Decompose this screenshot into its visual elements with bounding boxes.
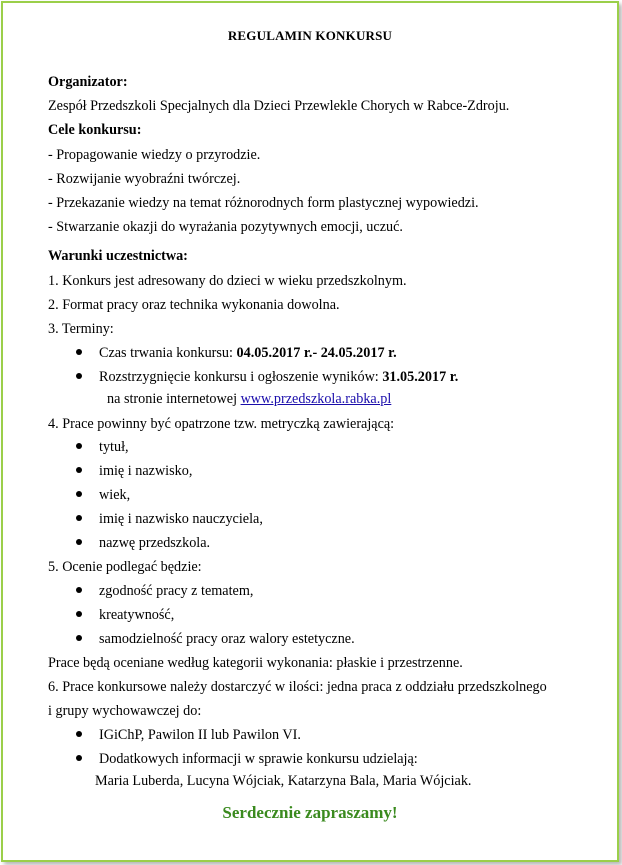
condition-5: 5. Ocenie podlegać będzie: [48, 559, 202, 575]
condition-2: 2. Format pracy oraz technika wykonania dowolna. [48, 297, 340, 313]
bullet-icon [76, 491, 82, 497]
term-results [99, 368, 458, 386]
bullet-icon [76, 539, 82, 545]
closing-text: Serdecznie zapraszamy! [222, 803, 398, 822]
eval-item: kreatywność, [99, 607, 175, 623]
website-prefix: na stronie internetowej [107, 391, 241, 407]
term-results-label: Rozstrzygnięcie konkursu i ogłoszenie wyników: [99, 369, 383, 385]
conditions-heading: Warunki uczestnictwa: [48, 248, 188, 264]
metric-item: imię i nazwisko nauczyciela, [99, 511, 263, 527]
bullet-icon [76, 755, 82, 761]
bullet-icon [76, 467, 82, 473]
condition-4: 4. Prace powinny być opatrzone tzw. metryczką zawierającą: [48, 416, 395, 432]
bullet-icon [76, 731, 82, 737]
bullet-icon [76, 587, 82, 593]
organizer-heading: Organizator: [48, 74, 128, 90]
term-duration [99, 344, 397, 362]
eval-item: samodzielność pracy oraz walory estetyczne. [99, 631, 355, 647]
term-duration-dates: 04.05.2017 r.- 24.05.2017 r. [236, 345, 397, 361]
goals-heading: Cele konkursu: [48, 122, 142, 138]
goal-item: - Przekazanie wiedzy na temat różnorodnych form plastycznej wypowiedzi. [48, 195, 479, 211]
document-frame [1, 1, 619, 862]
condition-6-cont: i grupy wychowawczej do: [48, 703, 202, 719]
metric-item: imię i nazwisko, [99, 463, 193, 479]
bullet-icon [76, 611, 82, 617]
goal-item: - Rozwijanie wyobraźni twórczej. [48, 171, 241, 187]
metric-item: tytuł, [99, 439, 129, 455]
goal-item: - Stwarzanie okazji do wyrażania pozytywnych emocji, uczuć. [48, 219, 403, 235]
term-results-cont [107, 390, 391, 408]
bullet-icon [76, 443, 82, 449]
categories-line: Prace będą oceniane według kategorii wykonania: płaskie i przestrzenne. [48, 655, 463, 671]
goal-item: - Propagowanie wiedzy o przyrodzie. [48, 147, 261, 163]
term-results-date: 31.05.2017 r. [382, 369, 459, 385]
metric-item: wiek, [99, 487, 131, 503]
deliver-item: IGiChP, Pawilon II lub Pawilon VI. [99, 727, 301, 743]
deliver-item: Dodatkowych informacji w sprawie konkursu udzielają: [99, 751, 418, 767]
document-title: REGULAMIN KONKURSU [227, 28, 393, 43]
bullet-icon [76, 635, 82, 641]
condition-3: 3. Terminy: [48, 321, 114, 337]
eval-item: zgodność pracy z tematem, [99, 583, 254, 599]
condition-1: 1. Konkurs jest adresowany do dzieci w wieku przedszkolnym. [48, 273, 407, 289]
condition-6: 6. Prace konkursowe należy dostarczyć w ilości: jedna praca z oddziału przedszkolnego [48, 679, 547, 695]
organizer-text: Zespół Przedszkoli Specjalnych dla Dzieci Przewlekle Chorych w Rabce-Zdroju. [48, 98, 510, 114]
term-duration-label: Czas trwania konkursu: [99, 345, 237, 361]
website-link[interactable]: www.przedszkola.rabka.pl [240, 391, 392, 407]
metric-item: nazwę przedszkola. [99, 535, 211, 551]
bullet-icon [76, 515, 82, 521]
bullet-icon [76, 373, 82, 379]
contacts-line: Maria Luberda, Lucyna Wójciak, Katarzyna Bala, Maria Wójciak. [95, 773, 472, 789]
bullet-icon [76, 349, 82, 355]
